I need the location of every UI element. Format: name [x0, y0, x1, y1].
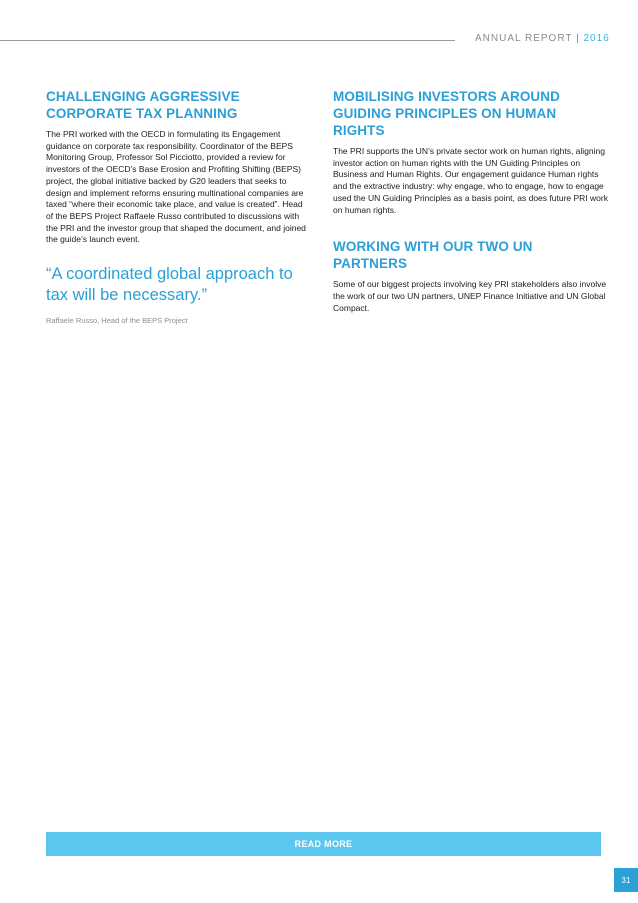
section-body-human-rights: The PRI supports the UN’s private sector work on human rights, aligning investor action on human rights with the UN Guiding Principles on Business and Human Rights. Our engagement guidance Human rights and the extractive industry: why engage, who to engage, how to engage used the UN Guiding Principles as a basis point, as does future PRI work on human rights. [333, 146, 608, 215]
report-year: 2016 [583, 33, 610, 44]
header-rule [0, 40, 455, 41]
report-label: ANNUAL REPORT [475, 33, 573, 44]
page-number: 31 [614, 868, 638, 892]
read-more-button[interactable]: READ MORE [46, 832, 601, 856]
report-title [475, 33, 610, 44]
quote-attribution: Raffaele Russo, Head of the BEPS Project [46, 316, 188, 326]
left-column [46, 88, 308, 325]
section-body-un-partners: Some of our biggest projects involving key PRI stakeholders also involve the work of our two UN partners, UNEP Finance Initiative and UN Global Compact. [333, 279, 607, 313]
right-column [333, 88, 608, 314]
section-heading-tax: CHALLENGING AGGRESSIVE CORPORATE TAX PLANNING [46, 89, 240, 121]
pull-quote: “A coordinated global approach to tax will be necessary.” [46, 265, 293, 305]
section-heading-un-partners: WORKING WITH OUR TWO UN PARTNERS [333, 239, 533, 272]
section-body-tax: The PRI worked with the OECD in formulating its Engagement guidance on corporate tax responsibility. Coordinator of the BEPS Monitoring Group, Professor Sol Picciotto, provided a review for investors of the OECD’s Base Erosion and Profiting Shifting (BEPS) project, the global initiative backed by G20 leaders that seeks to design and implement reforms ensuring multinational companies are taxed “where their economic take place, and value is created”. Head of the BEPS Project Raffaele Russo contributed to discussions with the PRI and the investor group that shaped the document, and joined the guide’s launch event. [46, 129, 306, 245]
header-separator: | [576, 33, 580, 44]
section-heading-human-rights: MOBILISING INVESTORS AROUND GUIDING PRINCIPLES ON HUMAN RIGHTS [333, 89, 560, 138]
section-spacer [333, 216, 608, 238]
